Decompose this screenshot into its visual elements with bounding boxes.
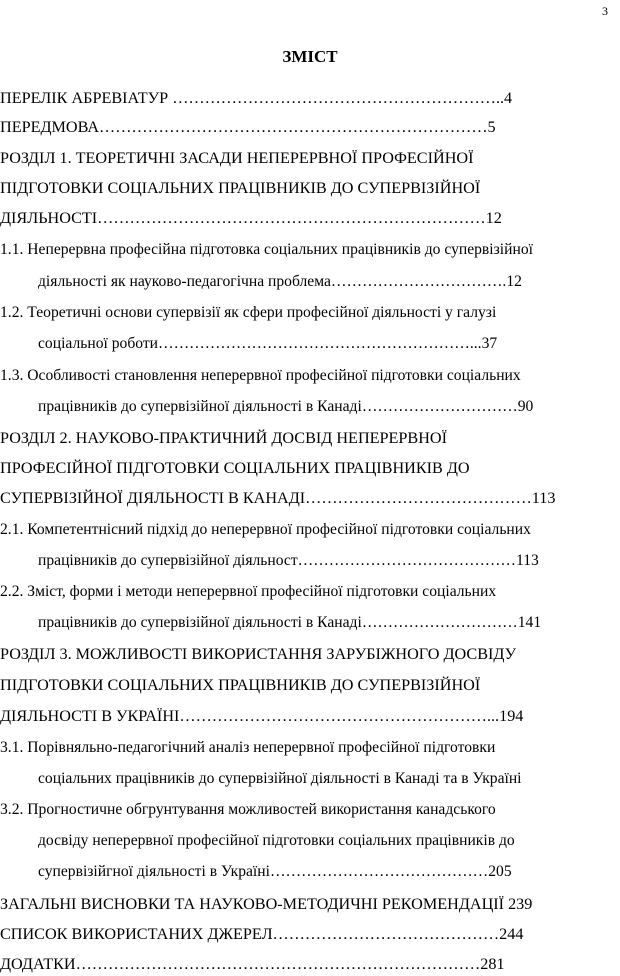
toc-section-2-2-line-2: працівників до супервізійної діяльності в Канаді…………………………141 <box>38 614 542 631</box>
toc-section-2-2-line-1: 2.2. Зміст, форми і методи неперервної професійної підготовки соціальних <box>0 583 497 600</box>
toc-chapter-3-line-1: РОЗДІЛ 3. МОЖЛИВОСТІ ВИКОРИСТАННЯ ЗАРУБІЖНОГО ДОСВІДУ <box>0 645 517 663</box>
toc-section-1-2-line-1: 1.2. Теоретичні основи супервізії як сфери професійної діяльності у галузі <box>0 304 497 321</box>
toc-entry-abbreviations: ПЕРЕЛІК АБРЕВІАТУР ……………………………………………………..4 <box>0 89 513 107</box>
toc-entry-preface: ПЕРЕДМОВА………………………………………………………………5 <box>0 118 496 136</box>
toc-section-3-2-line-2: досвіду неперервної професійної підготовки соціальних працівників до <box>38 832 515 849</box>
toc-chapter-2-line-2: ПРОФЕСІЙНОЇ ПІДГОТОВКИ СОЦІАЛЬНИХ ПРАЦІВНИКІВ ДО <box>0 459 470 477</box>
toc-chapter-1-line-1: РОЗДІЛ 1. ТЕОРЕТИЧНІ ЗАСАДИ НЕПЕРЕРВНОЇ ПРОФЕСІЙНОЇ <box>0 149 474 167</box>
toc-section-1-3-line-2: працівників до супервізійної діяльності в Канаді…………………………90 <box>38 398 534 415</box>
toc-entry-appendices: ДОДАТКИ…………………………………………………………………281 <box>0 955 505 973</box>
toc-entry-conclusions: ЗАГАЛЬНІ ВИСНОВКИ ТА НАУКОВО-МЕТОДИЧНІ РЕКОМЕНДАЦІЇ 239 <box>0 895 533 913</box>
toc-entry-references: СПИСОК ВИКОРИСТАНИХ ДЖЕРЕЛ……………………………………244 <box>0 925 524 943</box>
toc-section-1-2-line-2: соціальної роботи……………………………………………………...37 <box>38 335 498 352</box>
toc-chapter-1-line-2: ПІДГОТОВКИ СОЦІАЛЬНИХ ПРАЦІВНИКІВ ДО СУПЕРВІЗІЙНОЇ <box>0 179 481 197</box>
toc-section-2-1-line-2: працівників до супервізійної діяльност……………………………………113 <box>38 552 539 569</box>
toc-chapter-3-line-2: ПІДГОТОВКИ СОЦІАЛЬНИХ ПРАЦІВНИКІВ ДО СУПЕРВІЗІЙНОЇ <box>0 676 481 694</box>
toc-chapter-2-line-3: СУПЕРВІЗІЙНОЇ ДІЯЛЬНОСТІ В КАНАДІ……………………………………113 <box>0 489 556 507</box>
toc-section-3-2-line-1: 3.2. Прогностичне обгрунтування можливостей використання канадського <box>0 801 496 818</box>
toc-chapter-3-line-3: ДІЯЛЬНОСТІ В УКРАЇНІ…………………………………………………...194 <box>0 707 524 725</box>
toc-chapter-1-line-3: ДІЯЛЬНОСТІ………………………………………………………………12 <box>0 209 502 227</box>
toc-section-1-1-line-2: діяльності як науково-педагогічна проблема…………………………….12 <box>38 273 522 290</box>
toc-section-1-1-line-1: 1.1. Неперервна професійна підготовка соціальних працівників до супервізійної <box>0 241 533 258</box>
page-number: 3 <box>602 4 608 18</box>
toc-section-3-1-line-2: соціальних працівників до супервізійної діяльності в Канаді та в Україні <box>38 770 522 787</box>
toc-section-1-3-line-1: 1.3. Особливості становлення неперервної професійної підготовки соціальних <box>0 367 521 384</box>
toc-section-2-1-line-1: 2.1. Компетентнісний підхід до неперервної професійної підготовки соціальних <box>0 521 531 538</box>
page-title: ЗМІСТ <box>282 47 338 66</box>
toc-chapter-2-line-1: РОЗДІЛ 2. НАУКОВО-ПРАКТИЧНИЙ ДОСВІД НЕПЕРЕРВНОЇ <box>0 429 447 447</box>
toc-section-3-1-line-1: 3.1. Порівняльно-педагогічний аналіз неперервної професійної підготовки <box>0 739 496 756</box>
toc-section-3-2-line-3: супервізійгної діяльності в Україні……………………………………205 <box>38 863 512 880</box>
